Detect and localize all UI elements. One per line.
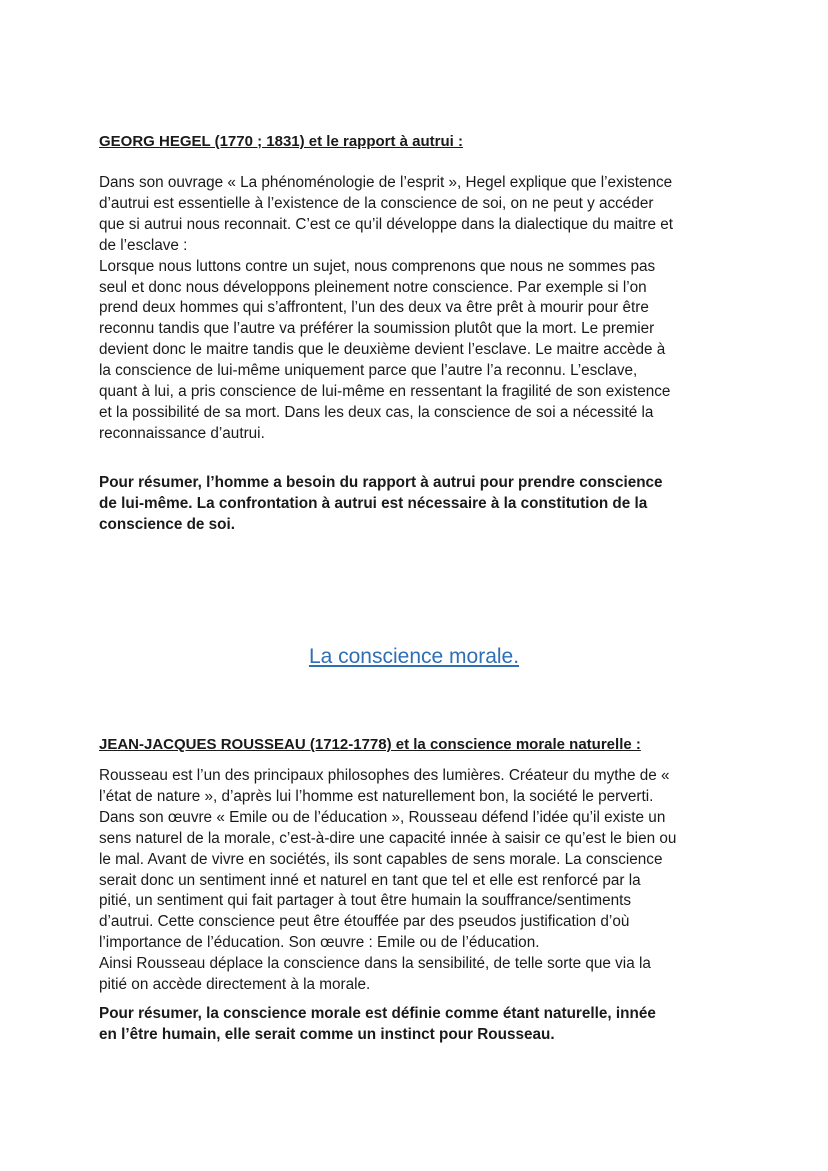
- hegel-paragraph: Dans son ouvrage « La phénoménologie de l’esprit », Hegel explique que l’existence d’autrui est essentielle à l’existence de la conscience de soi, on ne peut y accéder que si autrui nous reconnait. C’est ce qu’il développe dans la dialectique du maitre et de l’esclave : Lorsque nous luttons contre un sujet, nous comprenons que nous ne sommes pas seul et donc nous développons pleinement notre conscience. Par exemple si l’on prend deux hommes qui s’affrontent, l’un des deux va être prêt à mourir pour être reconnu tandis que l’autre va préférer la soumission plutôt que la mort. Le premier devient donc le maitre tandis que le deuxième devient l’esclave. Le maitre accède à la conscience de lui-même uniquement parce que l’autre l’a reconnu. L’esclave, quant à lui, a pris conscience de lui-même en ressentant la fragilité de son existence et la possibilité de sa mort. Dans les deux cas, la conscience de soi a nécessité la reconnaissance d’autrui.: [99, 174, 673, 442]
- hegel-summary: Pour résumer, l’homme a besoin du rapport à autrui pour prendre conscience de lui-même. La confrontation à autrui est nécessaire à la constitution de la conscience de soi.: [99, 474, 663, 533]
- section-title-conscience-morale[interactable]: La conscience morale.: [308, 645, 520, 668]
- rousseau-summary: Pour résumer, la conscience morale est définie comme étant naturelle, innée en l’être humain, elle serait comme un instinct pour Rousseau.: [99, 1005, 656, 1043]
- rousseau-paragraph: Rousseau est l’un des principaux philosophes des lumières. Créateur du mythe de « l’état de nature », d’après lui l’homme est naturellement bon, la société le perverti. Dans son œuvre « Emile ou de l’éducation », Rousseau défend l’idée qu’il existe un sens naturel de la morale, c’est-à-dire une capacité innée à saisir ce qu’est le bien ou le mal. Avant de vivre en sociétés, ils sont capables de sens morale. La conscience serait donc un sentiment inné et naturel en tant que tel et elle est renforcé par la pitié, un sentiment qui fait partager à tout être humain la souffrance/sentiments d’autrui. Cette conscience peut être étouffée par des pseudos justification d’où l’importance de l’éducation. Son œuvre : Emile ou de l’éducation. Ainsi Rousseau déplace la conscience dans la sensibilité, de telle sorte que via la pitié on accède directement à la morale.: [99, 767, 677, 994]
- hegel-heading: GEORG HEGEL (1770 ; 1831) et le rapport à autrui :: [99, 133, 463, 150]
- rousseau-heading: JEAN-JACQUES ROUSSEAU (1712-1778) et la conscience morale naturelle :: [99, 736, 641, 753]
